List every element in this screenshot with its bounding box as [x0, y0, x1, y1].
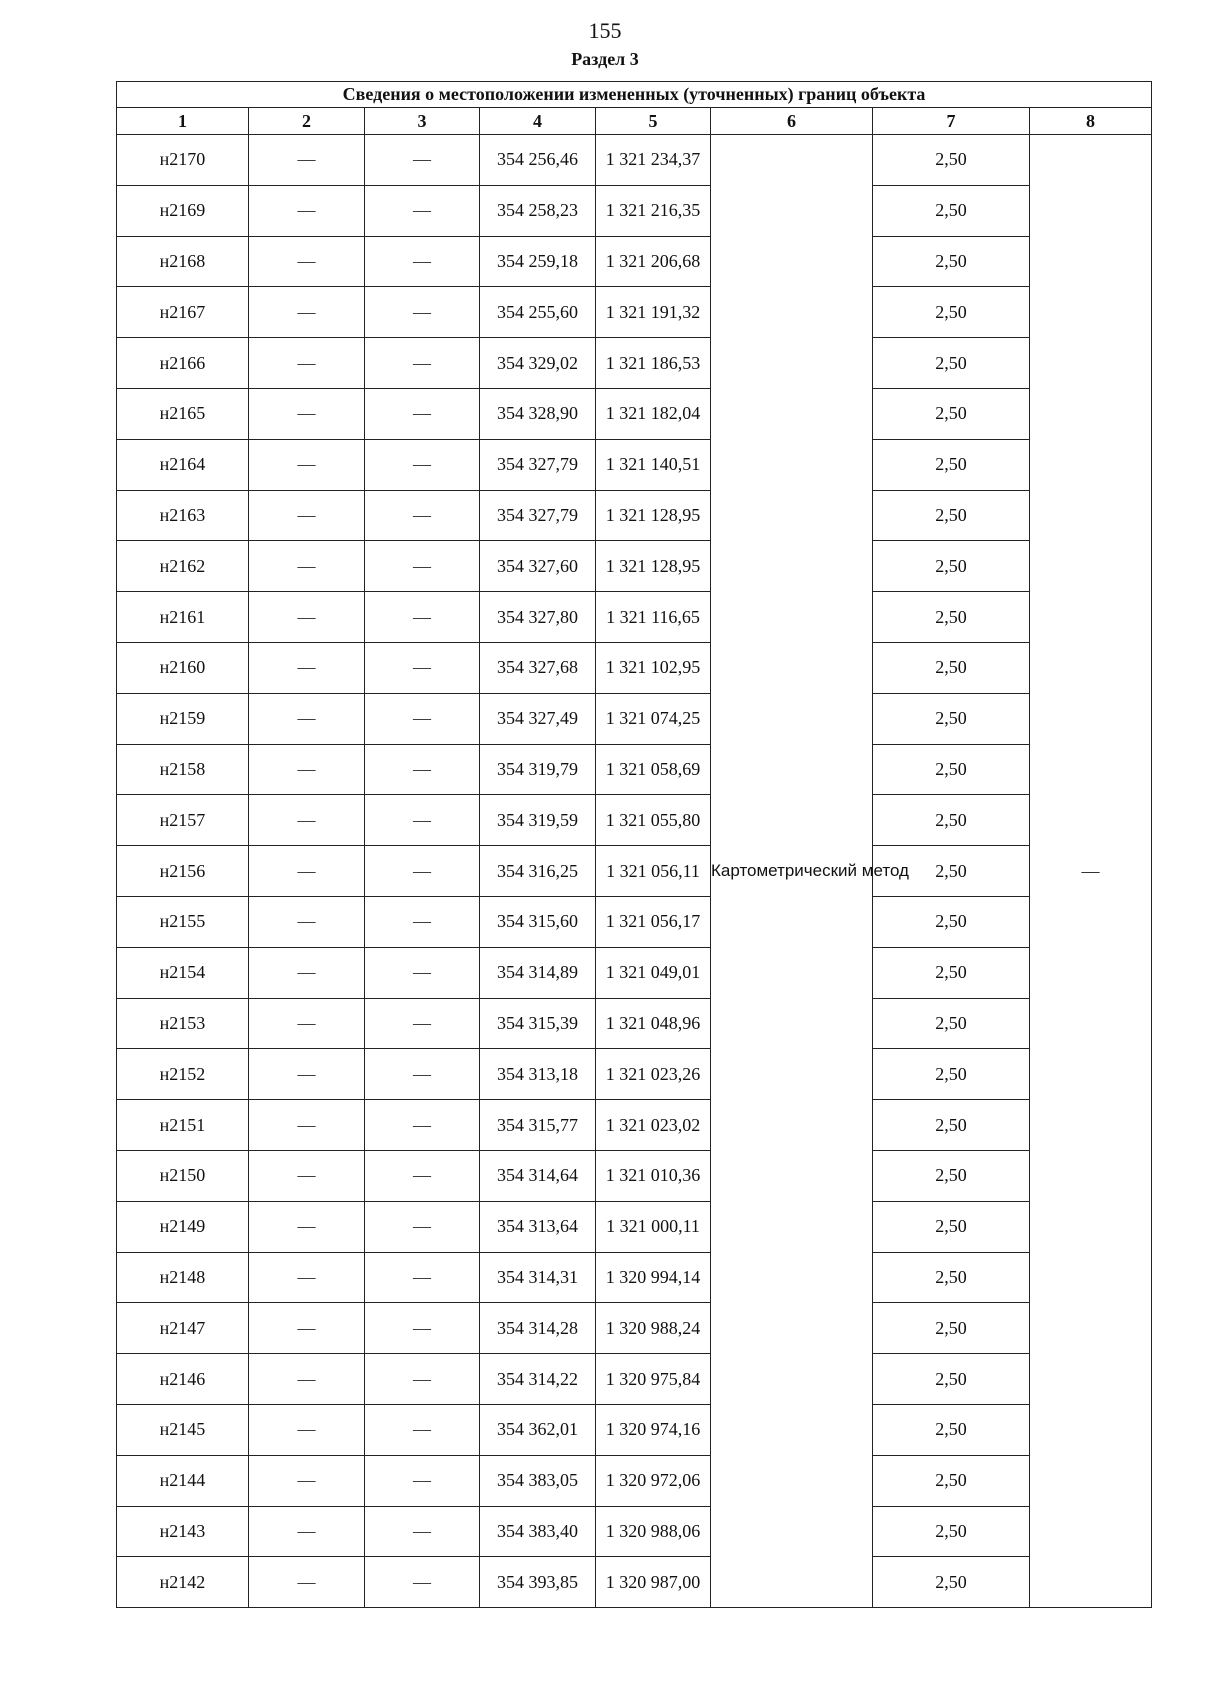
point-number: н2165 — [117, 388, 249, 439]
column-2-value: — — [249, 1354, 365, 1405]
precision-value: 2,50 — [873, 795, 1030, 846]
precision-value: 2,50 — [873, 998, 1030, 1049]
point-number: н2160 — [117, 642, 249, 693]
y-coordinate: 1 321 140,51 — [596, 439, 711, 490]
y-coordinate: 1 320 975,84 — [596, 1354, 711, 1405]
point-number: н2159 — [117, 693, 249, 744]
y-coordinate: 1 321 023,26 — [596, 1049, 711, 1100]
x-coordinate: 354 258,23 — [480, 185, 596, 236]
column-2-value: — — [249, 896, 365, 947]
table-row — [117, 1404, 1152, 1455]
table-row — [117, 1506, 1152, 1557]
column-3-value: — — [365, 896, 480, 947]
section-title: Раздел 3 — [571, 49, 639, 69]
table-row — [117, 1455, 1152, 1506]
column-3-value: — — [365, 1201, 480, 1252]
y-coordinate: 1 320 994,14 — [596, 1252, 711, 1303]
column-3-value: — — [365, 1354, 480, 1405]
column-3-value: — — [365, 236, 480, 287]
y-coordinate: 1 321 023,02 — [596, 1100, 711, 1151]
precision-value: 2,50 — [873, 185, 1030, 236]
point-number: н2158 — [117, 744, 249, 795]
x-coordinate: 354 316,25 — [480, 846, 596, 897]
table-row — [117, 439, 1152, 490]
column-2-value: — — [249, 1150, 365, 1201]
y-coordinate: 1 321 048,96 — [596, 998, 711, 1049]
column-3-value: — — [365, 490, 480, 541]
x-coordinate: 354 315,39 — [480, 998, 596, 1049]
column-3-value: — — [365, 744, 480, 795]
table-row — [117, 998, 1152, 1049]
point-number: н2142 — [117, 1557, 249, 1608]
column-number: 6 — [711, 108, 873, 135]
point-number: н2151 — [117, 1100, 249, 1151]
table-row — [117, 185, 1152, 236]
column-2-value: — — [249, 846, 365, 897]
column-3-value: — — [365, 1557, 480, 1608]
column-3-value: — — [365, 1252, 480, 1303]
precision-value: 2,50 — [873, 642, 1030, 693]
table-row — [117, 1100, 1152, 1151]
x-coordinate: 354 327,60 — [480, 541, 596, 592]
column-2-value: — — [249, 338, 365, 389]
precision-value: 2,50 — [873, 1049, 1030, 1100]
point-number: н2156 — [117, 846, 249, 897]
table-row — [117, 388, 1152, 439]
point-number: н2161 — [117, 592, 249, 643]
table-row — [117, 693, 1152, 744]
column-2-value: — — [249, 1404, 365, 1455]
column-3-value: — — [365, 541, 480, 592]
precision-value: 2,50 — [873, 439, 1030, 490]
column-3-value: — — [365, 693, 480, 744]
column-2-value: — — [249, 541, 365, 592]
table-row — [117, 287, 1152, 338]
x-coordinate: 354 329,02 — [480, 338, 596, 389]
column-2-value: — — [249, 1506, 365, 1557]
column-number: 1 — [117, 108, 249, 135]
column-8-value: — — [1030, 135, 1152, 1608]
column-2-value: — — [249, 1049, 365, 1100]
y-coordinate: 1 321 058,69 — [596, 744, 711, 795]
column-2-value: — — [249, 388, 365, 439]
point-number: н2148 — [117, 1252, 249, 1303]
x-coordinate: 354 319,59 — [480, 795, 596, 846]
column-number: 2 — [249, 108, 365, 135]
y-coordinate: 1 321 074,25 — [596, 693, 711, 744]
page-number: 155 — [588, 18, 622, 43]
column-2-value: — — [249, 1252, 365, 1303]
y-coordinate: 1 321 049,01 — [596, 947, 711, 998]
y-coordinate: 1 321 000,11 — [596, 1201, 711, 1252]
y-coordinate: 1 321 116,65 — [596, 592, 711, 643]
x-coordinate: 354 327,79 — [480, 490, 596, 541]
point-number: н2149 — [117, 1201, 249, 1252]
point-number: н2164 — [117, 439, 249, 490]
x-coordinate: 354 319,79 — [480, 744, 596, 795]
precision-value: 2,50 — [873, 1252, 1030, 1303]
point-number: н2143 — [117, 1506, 249, 1557]
table-row — [117, 1201, 1152, 1252]
table-row — [117, 744, 1152, 795]
table-row — [117, 947, 1152, 998]
table-row — [117, 490, 1152, 541]
x-coordinate: 354 328,90 — [480, 388, 596, 439]
column-number-row — [117, 108, 1152, 135]
point-number: н2144 — [117, 1455, 249, 1506]
column-2-value: — — [249, 592, 365, 643]
precision-value: 2,50 — [873, 236, 1030, 287]
column-3-value: — — [365, 287, 480, 338]
column-2-value: — — [249, 185, 365, 236]
precision-value: 2,50 — [873, 1557, 1030, 1608]
column-3-value: — — [365, 338, 480, 389]
column-3-value: — — [365, 1303, 480, 1354]
point-number: н2152 — [117, 1049, 249, 1100]
x-coordinate: 354 314,31 — [480, 1252, 596, 1303]
point-number: н2168 — [117, 236, 249, 287]
y-coordinate: 1 321 056,11 — [596, 846, 711, 897]
y-coordinate: 1 321 191,32 — [596, 287, 711, 338]
y-coordinate: 1 320 974,16 — [596, 1404, 711, 1455]
table-row — [117, 541, 1152, 592]
y-coordinate: 1 321 056,17 — [596, 896, 711, 947]
point-number: н2167 — [117, 287, 249, 338]
precision-value: 2,50 — [873, 592, 1030, 643]
table-row — [117, 896, 1152, 947]
y-coordinate: 1 321 055,80 — [596, 795, 711, 846]
precision-value: 2,50 — [873, 287, 1030, 338]
precision-value: 2,50 — [873, 1506, 1030, 1557]
precision-value: 2,50 — [873, 388, 1030, 439]
column-2-value: — — [249, 744, 365, 795]
point-number: н2170 — [117, 135, 249, 186]
point-number: н2145 — [117, 1404, 249, 1455]
column-2-value: — — [249, 998, 365, 1049]
table-row — [117, 1150, 1152, 1201]
y-coordinate: 1 320 988,06 — [596, 1506, 711, 1557]
x-coordinate: 354 315,77 — [480, 1100, 596, 1151]
column-3-value: — — [365, 592, 480, 643]
y-coordinate: 1 321 234,37 — [596, 135, 711, 186]
x-coordinate: 354 383,40 — [480, 1506, 596, 1557]
column-3-value: — — [365, 998, 480, 1049]
x-coordinate: 354 327,49 — [480, 693, 596, 744]
y-coordinate: 1 321 128,95 — [596, 541, 711, 592]
x-coordinate: 354 314,89 — [480, 947, 596, 998]
x-coordinate: 354 314,64 — [480, 1150, 596, 1201]
column-3-value: — — [365, 439, 480, 490]
table-row — [117, 846, 1152, 897]
point-number: н2169 — [117, 185, 249, 236]
table-row — [117, 338, 1152, 389]
column-number: 8 — [1030, 108, 1152, 135]
column-number: 4 — [480, 108, 596, 135]
column-2-value: — — [249, 1100, 365, 1151]
point-number: н2155 — [117, 896, 249, 947]
y-coordinate: 1 321 010,36 — [596, 1150, 711, 1201]
precision-value: 2,50 — [873, 1201, 1030, 1252]
method-cell: Картометрический метод — [711, 135, 873, 1608]
precision-value: 2,50 — [873, 1150, 1030, 1201]
point-number: н2153 — [117, 998, 249, 1049]
x-coordinate: 354 256,46 — [480, 135, 596, 186]
column-2-value: — — [249, 1557, 365, 1608]
column-2-value: — — [249, 439, 365, 490]
x-coordinate: 354 393,85 — [480, 1557, 596, 1608]
x-coordinate: 354 255,60 — [480, 287, 596, 338]
y-coordinate: 1 320 987,00 — [596, 1557, 711, 1608]
column-3-value: — — [365, 947, 480, 998]
table-row — [117, 795, 1152, 846]
table-body — [117, 135, 1152, 1608]
x-coordinate: 354 327,68 — [480, 642, 596, 693]
table-row — [117, 135, 1152, 186]
column-3-value: — — [365, 846, 480, 897]
table-row — [117, 642, 1152, 693]
column-3-value: — — [365, 388, 480, 439]
table-row — [117, 1303, 1152, 1354]
point-number: н2150 — [117, 1150, 249, 1201]
column-2-value: — — [249, 1455, 365, 1506]
x-coordinate: 354 383,05 — [480, 1455, 596, 1506]
y-coordinate: 1 321 182,04 — [596, 388, 711, 439]
column-2-value: — — [249, 1303, 365, 1354]
table-row — [117, 1049, 1152, 1100]
point-number: н2154 — [117, 947, 249, 998]
table-row — [117, 1252, 1152, 1303]
column-2-value: — — [249, 287, 365, 338]
y-coordinate: 1 321 186,53 — [596, 338, 711, 389]
column-number: 3 — [365, 108, 480, 135]
column-3-value: — — [365, 642, 480, 693]
precision-value: 2,50 — [873, 490, 1030, 541]
column-3-value: — — [365, 1100, 480, 1151]
column-2-value: — — [249, 236, 365, 287]
y-coordinate: 1 321 102,95 — [596, 642, 711, 693]
precision-value: 2,50 — [873, 846, 1030, 897]
precision-value: 2,50 — [873, 896, 1030, 947]
column-2-value: — — [249, 642, 365, 693]
x-coordinate: 354 327,79 — [480, 439, 596, 490]
column-3-value: — — [365, 1049, 480, 1100]
point-number: н2163 — [117, 490, 249, 541]
column-2-value: — — [249, 135, 365, 186]
y-coordinate: 1 321 128,95 — [596, 490, 711, 541]
precision-value: 2,50 — [873, 1354, 1030, 1405]
precision-value: 2,50 — [873, 1100, 1030, 1151]
precision-value: 2,50 — [873, 947, 1030, 998]
x-coordinate: 354 362,01 — [480, 1404, 596, 1455]
column-3-value: — — [365, 185, 480, 236]
column-2-value: — — [249, 947, 365, 998]
precision-value: 2,50 — [873, 1404, 1030, 1455]
precision-value: 2,50 — [873, 1303, 1030, 1354]
column-3-value: — — [365, 795, 480, 846]
column-3-value: — — [365, 135, 480, 186]
point-number: н2157 — [117, 795, 249, 846]
x-coordinate: 354 314,28 — [480, 1303, 596, 1354]
x-coordinate: 354 315,60 — [480, 896, 596, 947]
point-number: н2162 — [117, 541, 249, 592]
point-number: н2146 — [117, 1354, 249, 1405]
x-coordinate: 354 259,18 — [480, 236, 596, 287]
precision-value: 2,50 — [873, 744, 1030, 795]
column-3-value: — — [365, 1150, 480, 1201]
column-3-value: — — [365, 1404, 480, 1455]
column-number: 7 — [873, 108, 1030, 135]
y-coordinate: 1 321 206,68 — [596, 236, 711, 287]
table-title: Сведения о местоположении измененных (уточненных) границ объекта — [117, 82, 1152, 108]
table-row — [117, 1354, 1152, 1405]
column-2-value: — — [249, 795, 365, 846]
table-row — [117, 1557, 1152, 1608]
column-2-value: — — [249, 490, 365, 541]
y-coordinate: 1 320 972,06 — [596, 1455, 711, 1506]
point-number: н2166 — [117, 338, 249, 389]
x-coordinate: 354 313,64 — [480, 1201, 596, 1252]
x-coordinate: 354 327,80 — [480, 592, 596, 643]
column-3-value: — — [365, 1506, 480, 1557]
y-coordinate: 1 321 216,35 — [596, 185, 711, 236]
column-number: 5 — [596, 108, 711, 135]
column-3-value: — — [365, 1455, 480, 1506]
table-row — [117, 592, 1152, 643]
boundary-coordinates-table — [116, 81, 1152, 1608]
x-coordinate: 354 314,22 — [480, 1354, 596, 1405]
table-title-row — [117, 82, 1152, 108]
column-2-value: — — [249, 693, 365, 744]
column-2-value: — — [249, 1201, 365, 1252]
table-row — [117, 236, 1152, 287]
precision-value: 2,50 — [873, 541, 1030, 592]
point-number: н2147 — [117, 1303, 249, 1354]
precision-value: 2,50 — [873, 338, 1030, 389]
precision-value: 2,50 — [873, 135, 1030, 186]
x-coordinate: 354 313,18 — [480, 1049, 596, 1100]
precision-value: 2,50 — [873, 693, 1030, 744]
y-coordinate: 1 320 988,24 — [596, 1303, 711, 1354]
precision-value: 2,50 — [873, 1455, 1030, 1506]
